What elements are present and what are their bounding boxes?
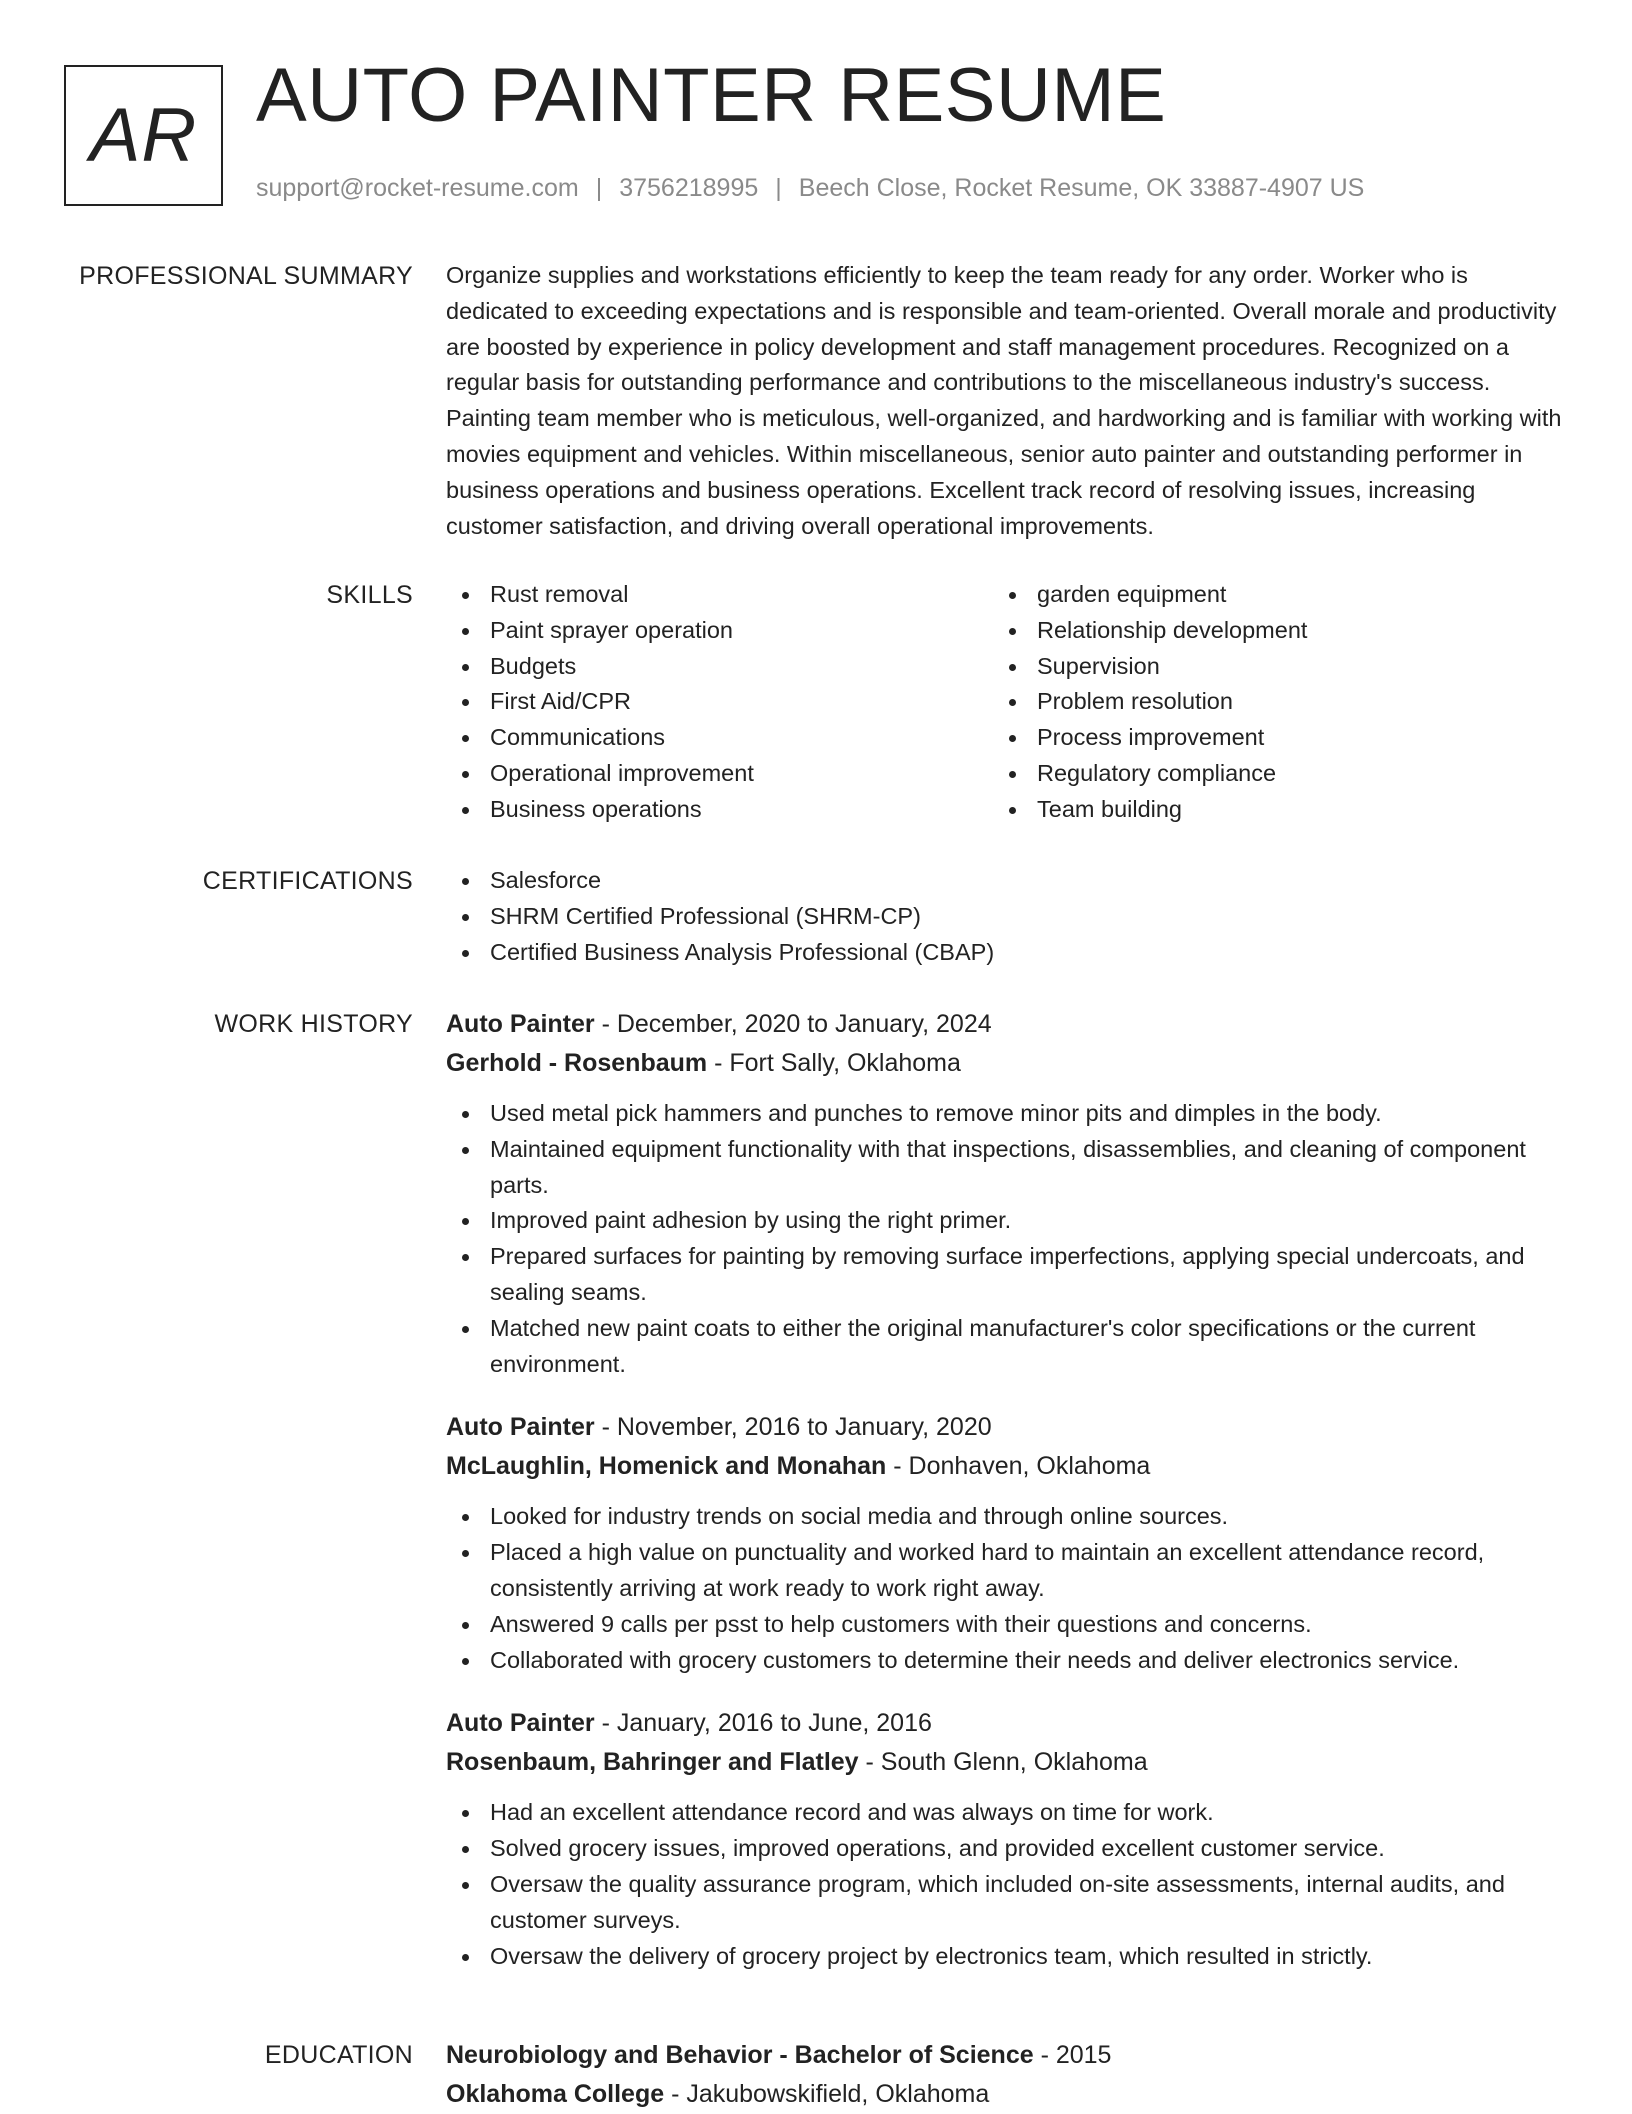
skill-item: Process improvement — [993, 720, 1540, 756]
education-school: Oklahoma College — [446, 2080, 665, 2108]
job-duties — [446, 1499, 1566, 1678]
job-location: - Fort Sally, Oklahoma — [707, 1049, 961, 1077]
certification-item: SHRM Certified Professional (SHRM-CP) — [446, 899, 1566, 935]
section-label-certifications: CERTIFICATIONS — [202, 867, 413, 895]
job-duties — [446, 1096, 1566, 1382]
contact-phone[interactable]: 3756218995 — [619, 174, 759, 202]
summary-section — [446, 258, 1566, 544]
education-school-line — [446, 2075, 1566, 2114]
skills-list-right — [993, 577, 1540, 828]
certifications-list — [446, 863, 1566, 970]
certifications-section — [446, 863, 1566, 970]
duty-item: Prepared surfaces for painting by removing surface imperfections, applying special undercoats, and sealing seams. — [446, 1239, 1566, 1311]
duty-item: Used metal pick hammers and punches to remove minor pits and dimples in the body. — [446, 1096, 1566, 1132]
job-entry — [446, 1408, 1566, 1678]
job-title-line — [446, 1408, 1566, 1447]
job-title: Auto Painter — [446, 1413, 595, 1442]
monogram-box — [64, 65, 223, 206]
duty-item: Matched new paint coats to either the original manufacturer's color specifications or the current environment. — [446, 1311, 1566, 1383]
job-company-line — [446, 1044, 1566, 1083]
contact-email[interactable]: support@rocket-resume.com — [256, 174, 579, 202]
job-company-line — [446, 1447, 1566, 1486]
education-degree-line — [446, 2036, 1566, 2075]
job-company: Gerhold - Rosenbaum — [446, 1049, 708, 1077]
skill-item: Regulatory compliance — [993, 756, 1540, 792]
duty-item: Looked for industry trends on social media and through online sources. — [446, 1499, 1566, 1535]
skill-item: Operational improvement — [446, 756, 993, 792]
page-title: AUTO PAINTER RESUME — [256, 53, 1167, 138]
certification-item: Salesforce — [446, 863, 1566, 899]
skill-item: Team building — [993, 792, 1540, 828]
certification-item: Certified Business Analysis Professional (CBAP) — [446, 935, 1566, 971]
summary-text: Organize supplies and workstations efficiently to keep the team ready for any order. Worker who is dedicated to exceeding expectations and is responsible and team-oriented. Overall morale and productivity are boosted by experience in policy development and staff management procedures. Recognized on a regular basis for outstanding performance and contributions to the miscellaneous industry's success. Painting team member who is meticulous, well-organized, and hardworking and is familiar with working with movies equipment and vehicles. Within miscellaneous, senior auto painter and outstanding performer in business operations and business operations. Excellent track record of resolving issues, increasing customer satisfaction, and driving overall operational improvements. — [446, 262, 1562, 539]
section-label-education: EDUCATION — [264, 2041, 413, 2069]
job-company: McLaughlin, Homenick and Monahan — [446, 1452, 887, 1481]
job-duties — [446, 1795, 1566, 1974]
duty-item: Improved paint adhesion by using the right primer. — [446, 1203, 1566, 1239]
job-company: Rosenbaum, Bahringer and Flatley — [446, 1748, 859, 1777]
job-dates: - January, 2016 to June, 2016 — [594, 1709, 932, 1738]
job-title: Auto Painter — [446, 1010, 595, 1038]
skills-list-left — [446, 577, 993, 828]
section-label-work-history: WORK HISTORY — [214, 1010, 413, 1038]
skill-item: Paint sprayer operation — [446, 613, 993, 649]
contact-separator: | — [595, 174, 603, 202]
duty-item: Solved grocery issues, improved operations, and provided excellent customer service. — [446, 1831, 1566, 1867]
duty-item: Maintained equipment functionality with that inspections, disassemblies, and cleaning of component parts. — [446, 1132, 1566, 1204]
skill-item: garden equipment — [993, 577, 1540, 613]
section-label-summary: PROFESSIONAL SUMMARY — [79, 262, 413, 290]
monogram-initials: AR — [89, 92, 198, 178]
skill-item: Budgets — [446, 649, 993, 685]
education-year: - 2015 — [1033, 2041, 1112, 2069]
duty-item: Had an excellent attendance record and was always on time for work. — [446, 1795, 1566, 1831]
job-location: - South Glenn, Oklahoma — [858, 1748, 1148, 1777]
duty-item: Oversaw the delivery of grocery project by electronics team, which resulted in strictly. — [446, 1939, 1566, 1975]
skill-item: Rust removal — [446, 577, 993, 613]
job-location: - Donhaven, Oklahoma — [886, 1452, 1151, 1481]
work-history-section — [446, 1005, 1566, 2000]
duty-item: Collaborated with grocery customers to determine their needs and deliver electronics service. — [446, 1643, 1566, 1679]
job-entry — [446, 1005, 1566, 1382]
skill-item: Communications — [446, 720, 993, 756]
education-degree: Neurobiology and Behavior - Bachelor of Science — [446, 2041, 1034, 2069]
job-title: Auto Painter — [446, 1709, 595, 1738]
section-label-skills: SKILLS — [326, 581, 413, 609]
contact-line — [256, 176, 1364, 201]
education-section — [446, 2036, 1566, 2114]
job-dates: - December, 2020 to January, 2024 — [594, 1010, 992, 1038]
job-entry — [446, 1704, 1566, 1974]
job-title-line — [446, 1005, 1566, 1044]
job-title-line — [446, 1704, 1566, 1743]
education-location: - Jakubowskifield, Oklahoma — [664, 2080, 990, 2108]
skill-item: Relationship development — [993, 613, 1540, 649]
skill-item: Business operations — [446, 792, 993, 828]
contact-separator: | — [775, 174, 782, 202]
skill-item: First Aid/CPR — [446, 684, 993, 720]
skill-item: Problem resolution — [993, 684, 1540, 720]
duty-item: Placed a high value on punctuality and worked hard to maintain an excellent attendance record, consistently arriving at work ready to work right away. — [446, 1535, 1566, 1607]
job-company-line — [446, 1743, 1566, 1782]
skills-section — [446, 577, 1566, 828]
duty-item: Oversaw the quality assurance program, which included on-site assessments, internal audits, and customer surveys. — [446, 1867, 1566, 1939]
duty-item: Answered 9 calls per psst to help customers with their questions and concerns. — [446, 1607, 1566, 1643]
contact-address: Beech Close, Rocket Resume, OK 33887-4907 US — [798, 174, 1365, 202]
job-dates: - November, 2016 to January, 2020 — [594, 1413, 992, 1442]
skill-item: Supervision — [993, 649, 1540, 685]
